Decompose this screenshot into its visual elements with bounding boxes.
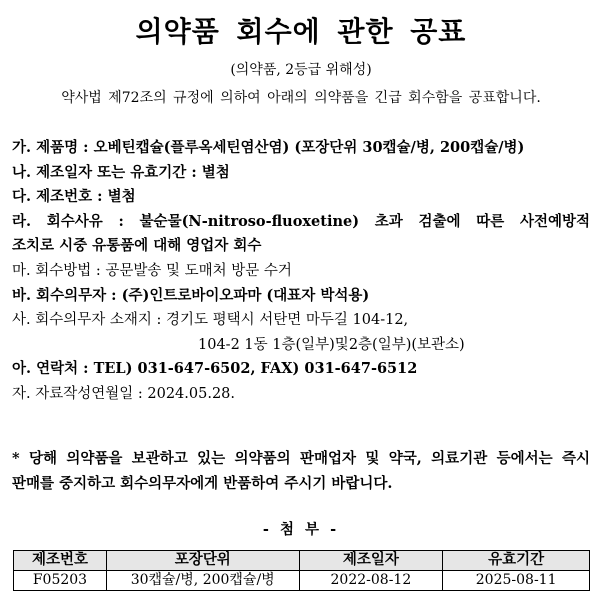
- cell-package-unit: 30캡슐/병, 200캡슐/병: [106, 571, 299, 591]
- column-header-lot-number: 제조번호: [14, 551, 107, 571]
- item-manufacture-date: 나. 제조일자 또는 유효기간 : 별첨: [12, 163, 230, 181]
- risk-grade-subtitle: (의약품, 2등급 위해성): [230, 62, 372, 78]
- item-recall-method: 마. 회수방법 : 공문발송 및 도매처 방문 수거: [12, 262, 292, 279]
- table-row: [14, 571, 590, 591]
- notice-paragraph: [12, 447, 590, 496]
- column-header-expiry-date: 유효기간: [443, 551, 590, 571]
- item-obligor-address: 사. 회수의무자 소재지 : 경기도 평택시 서탄면 마두길 104-12,: [12, 312, 409, 329]
- item-contact: 아. 연락처 : TEL) 031-647-6502, FAX) 031-647-6512: [12, 360, 418, 378]
- attachment-table: [13, 550, 590, 591]
- item-recall-reason-cont: 조치로 시중 유통품에 대해 영업자 회수: [12, 237, 262, 255]
- item-obligor-address-cont: 104-2 1동 1층(일부)및2층(일부)(보관소): [198, 336, 465, 353]
- cell-expiry-date: 2025-08-11: [443, 571, 590, 591]
- item-document-date: 자. 자료작성연월일 : 2024.05.28.: [12, 385, 236, 402]
- attachment-title: - 첨 부 -: [262, 522, 340, 538]
- item-lot-number: 다. 제조번호 : 별첨: [12, 188, 136, 206]
- cell-lot-number: F05203: [14, 571, 107, 591]
- cell-manufacture-date: 2022-08-12: [299, 571, 443, 591]
- intro-statement: 약사법 제72조의 규정에 의하여 아래의 의약품을 긴급 회수함을 공표합니다.: [61, 90, 541, 106]
- column-header-manufacture-date: 제조일자: [299, 551, 443, 571]
- column-header-package-unit: 포장단위: [106, 551, 299, 571]
- table-header-row: [14, 551, 590, 571]
- notice-line-2: 판매를 중지하고 회수의무자에게 반품하여 주시기 바랍니다.: [12, 474, 393, 492]
- item-product-name: 가. 제품명 : 오베틴캡슐(플루옥세틴염산염) (포장단위 30캡슐/병, 200캡슐/병): [12, 139, 525, 156]
- recall-details-list: [12, 136, 590, 407]
- item-recall-obligor: 바. 회수의무자 : (주)인트로바이오파마 (대표자 박석용): [12, 286, 370, 304]
- item-recall-reason: 라. 회수사유 : 불순물(N-nitroso-fluoxetine) 초과 검출에 따른 사전예방적: [12, 212, 590, 230]
- notice-line-1: * 당해 의약품을 보관하고 있는 의약품의 판매업자 및 약국, 의료기관 등에서는 즉시: [12, 450, 590, 467]
- page-title: 의약품 회수에 관한 공표: [135, 15, 467, 48]
